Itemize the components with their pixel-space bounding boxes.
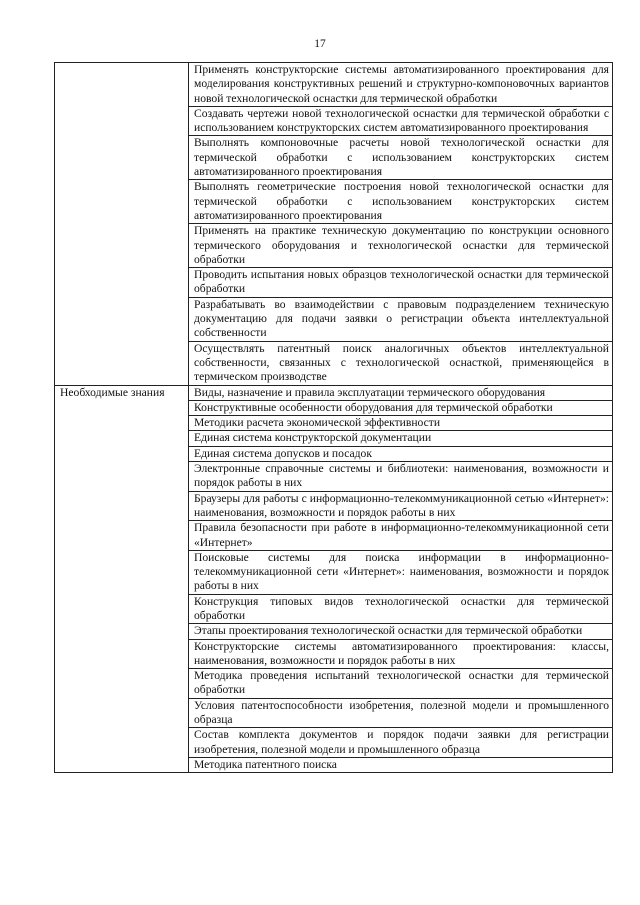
skills-table bbox=[54, 62, 613, 773]
requirement-item: Единая система конструкторской документации bbox=[189, 431, 613, 446]
requirement-item: Методика патентного поиска bbox=[189, 757, 613, 772]
requirement-item: Конструкция типовых видов технологической оснастки для термической обработки bbox=[189, 594, 613, 624]
section-heading bbox=[55, 63, 189, 386]
requirement-item: Выполнять геометрические построения новой технологической оснастки для термической обработки с использованием конструкторских систем автоматизированного проектирования bbox=[189, 180, 613, 224]
requirement-item: Этапы проектирования технологической оснастки для термической обработки bbox=[189, 624, 613, 639]
requirement-item: Конструктивные особенности оборудования для термической обработки bbox=[189, 400, 613, 415]
requirement-item: Применять конструкторские системы автоматизированного проектирования для моделирования конструктивных решений и структурно-компоновочных вариантов новой технологической оснастки для термической обработки bbox=[189, 63, 613, 107]
requirement-item: Методика проведения испытаний технологической оснастки для термической обработки bbox=[189, 669, 613, 699]
requirement-item: Методики расчета экономической эффективности bbox=[189, 416, 613, 431]
requirement-item: Конструкторские системы автоматизированного проектирования: классы, наименования, возможности и порядок работы в них bbox=[189, 639, 613, 669]
requirement-item: Поисковые системы для поиска информации в информационно-телекоммуникационной сети «Интернет»: наименования, возможности и порядок работы в них bbox=[189, 550, 613, 594]
requirement-item: Состав комплекта документов и порядок подачи заявки для регистрации изобретения, полезной модели и промышленного образца bbox=[189, 728, 613, 758]
requirement-item: Выполнять компоновочные расчеты новой технологической оснастки для термической обработки с использованием конструкторских систем автоматизированного проектирования bbox=[189, 136, 613, 180]
table-row bbox=[55, 385, 613, 400]
section-heading: Необходимые знания bbox=[55, 385, 189, 773]
requirement-item: Виды, назначение и правила эксплуатации термического оборудования bbox=[189, 385, 613, 400]
page-number: 17 bbox=[314, 38, 326, 50]
requirement-item: Проводить испытания новых образцов технологической оснастки для термической обработки bbox=[189, 268, 613, 298]
requirement-item: Создавать чертежи новой технологической оснастки для термической обработки с использованием конструкторских систем автоматизированного проектирования bbox=[189, 106, 613, 136]
requirement-item: Браузеры для работы с информационно-телекоммуникационной сетью «Интернет»: наименования, возможности и порядок работы в них bbox=[189, 491, 613, 521]
requirement-item: Правила безопасности при работе в информационно-телекоммуникационной сети «Интернет» bbox=[189, 521, 613, 551]
requirement-item: Осуществлять патентный поиск аналогичных объектов интеллектуальной собственности, связанных с технологической оснасткой, применяющейся в термическом производстве bbox=[189, 341, 613, 385]
table-row bbox=[55, 63, 613, 107]
requirement-item: Условия патентоспособности изобретения, полезной модели и промышленного образца bbox=[189, 698, 613, 728]
requirement-item: Разрабатывать во взаимодействии с правовым подразделением техническую документацию для подачи заявки о регистрации объекта интеллектуальной собственности bbox=[189, 297, 613, 341]
skills-table-body bbox=[55, 63, 613, 773]
requirement-item: Применять на практике техническую документацию по конструкции основного термического оборудования и технологической оснастки для термической обработки bbox=[189, 224, 613, 268]
requirement-item: Единая система допусков и посадок bbox=[189, 446, 613, 461]
requirement-item: Электронные справочные системы и библиотеки: наименования, возможности и порядок работы в них bbox=[189, 462, 613, 492]
